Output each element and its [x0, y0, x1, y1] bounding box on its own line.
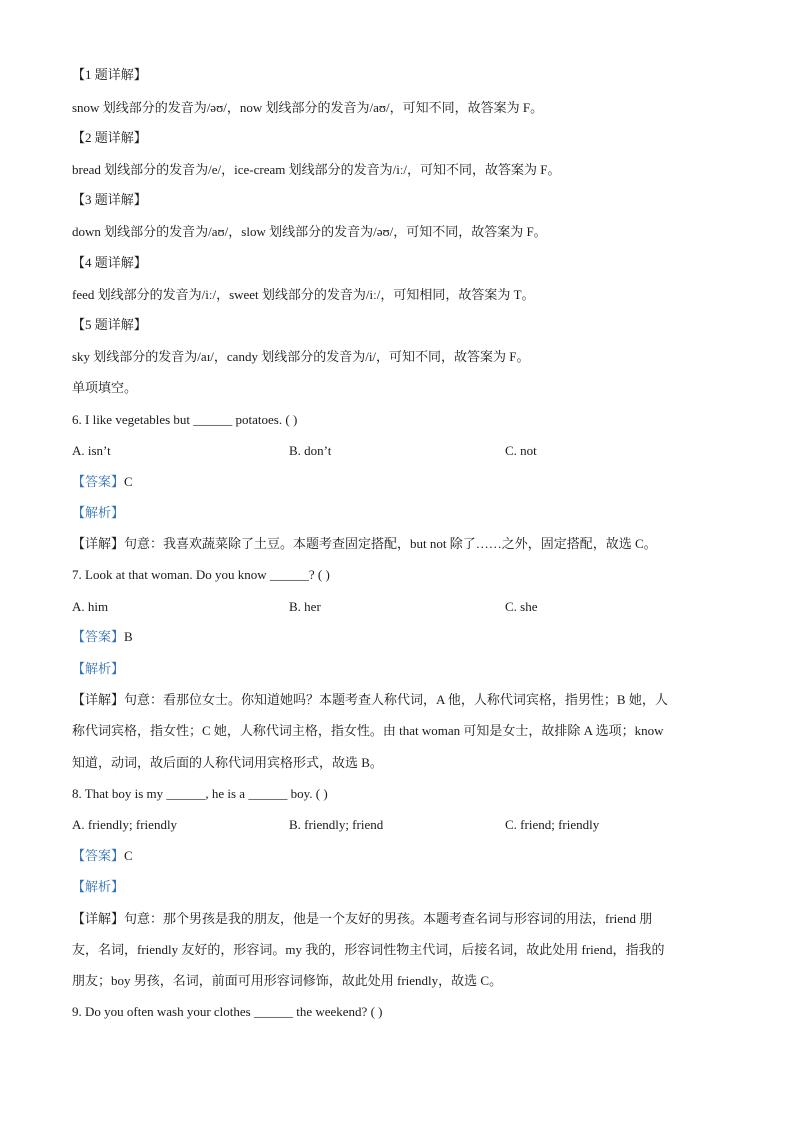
question-6-stem: 6. I like vegetables but ______ potatoes. ( )	[72, 412, 298, 427]
question-6-answer	[72, 473, 133, 491]
question-6-option-a: A. isn’t	[72, 443, 111, 458]
answer-tag: 【答案】	[72, 629, 125, 644]
explanation-2-text: bread 划线部分的发音为/e/，ice-cream 划线部分的发音为/iː/，可知不同，故答案为 F。	[72, 162, 561, 177]
explanation-4-text: feed 划线部分的发音为/iː/，sweet 划线部分的发音为/iː/，可知相同，故答案为 T。	[72, 287, 535, 302]
question-7-detail-line-1: 【详解】句意：看那位女士。你知道她吗？本题考查人称代词，A 他，人称代词宾格，指男性；B 她，人	[72, 692, 668, 707]
explanation-5-label: 【5 题详解】	[72, 317, 147, 332]
question-7-option-a: A. him	[72, 599, 109, 614]
question-8-answer	[72, 847, 133, 865]
question-8-detail-line-3: 朋友；boy 男孩，名词，前面可用形容词修饰，故此处用 friendly，故选 C。	[72, 973, 503, 988]
question-7-detail-line-3: 知道，动词，故后面的人称代词用宾格形式，故选 B。	[72, 755, 383, 770]
explanation-2-label: 【2 题详解】	[72, 130, 147, 145]
question-6-detail-line-1: 【详解】句意：我喜欢蔬菜除了土豆。本题考查固定搭配，but not 除了……之外，固定搭配，故选 C。	[72, 536, 657, 551]
question-9-stem: 9. Do you often wash your clothes ______ the weekend? ( )	[72, 1004, 383, 1019]
question-7-analysis-tag: 【解析】	[72, 661, 125, 676]
question-8-detail-line-1: 【详解】句意：那个男孩是我的朋友，他是一个友好的男孩。本题考查名词与形容词的用法，friend 朋	[72, 911, 653, 926]
answer-tag: 【答案】	[72, 474, 125, 489]
explanation-4-label: 【4 题详解】	[72, 255, 147, 270]
question-8-option-c: C. friend; friendly	[505, 817, 600, 832]
question-8-detail-line-2: 友，名词，friendly 友好的，形容词。my 我的，形容词性物主代词，后接名词，故此处用 friend，指我的	[72, 942, 665, 957]
question-6-option-b: B. don’t	[289, 443, 332, 458]
question-8-analysis-tag: 【解析】	[72, 879, 125, 894]
explanation-3-label: 【3 题详解】	[72, 192, 147, 207]
answer-value: C	[124, 848, 133, 863]
question-7-option-b: B. her	[289, 599, 321, 614]
answer-value: B	[124, 629, 133, 644]
question-7-stem: 7. Look at that woman. Do you know ______? ( )	[72, 567, 330, 582]
question-6-analysis-tag: 【解析】	[72, 505, 125, 520]
explanation-5-text: sky 划线部分的发音为/aɪ/，candy 划线部分的发音为/i/，可知不同，故答案为 F。	[72, 349, 530, 364]
answer-value: C	[124, 474, 133, 489]
answer-tag: 【答案】	[72, 848, 125, 863]
question-7-option-c: C. she	[505, 599, 538, 614]
question-8-stem: 8. That boy is my ______, he is a ______ boy. ( )	[72, 786, 328, 801]
question-8-option-a: A. friendly; friendly	[72, 817, 178, 832]
section-title: 单项填空。	[72, 380, 138, 395]
explanation-3-text: down 划线部分的发音为/aʊ/，slow 划线部分的发音为/əʊ/，可知不同，故答案为 F。	[72, 224, 547, 239]
question-8-option-b: B. friendly; friend	[289, 817, 384, 832]
question-7-detail-line-2: 称代词宾格，指女性；C 她，人称代词主格，指女性。由 that woman 可知是女士，故排除 A 选项；know	[72, 723, 664, 738]
question-6-option-c: C. not	[505, 443, 537, 458]
question-7-answer	[72, 628, 133, 646]
explanation-1-label: 【1 题详解】	[72, 67, 147, 82]
explanation-1-text: snow 划线部分的发音为/əʊ/，now 划线部分的发音为/aʊ/，可知不同，故答案为 F。	[72, 100, 544, 115]
